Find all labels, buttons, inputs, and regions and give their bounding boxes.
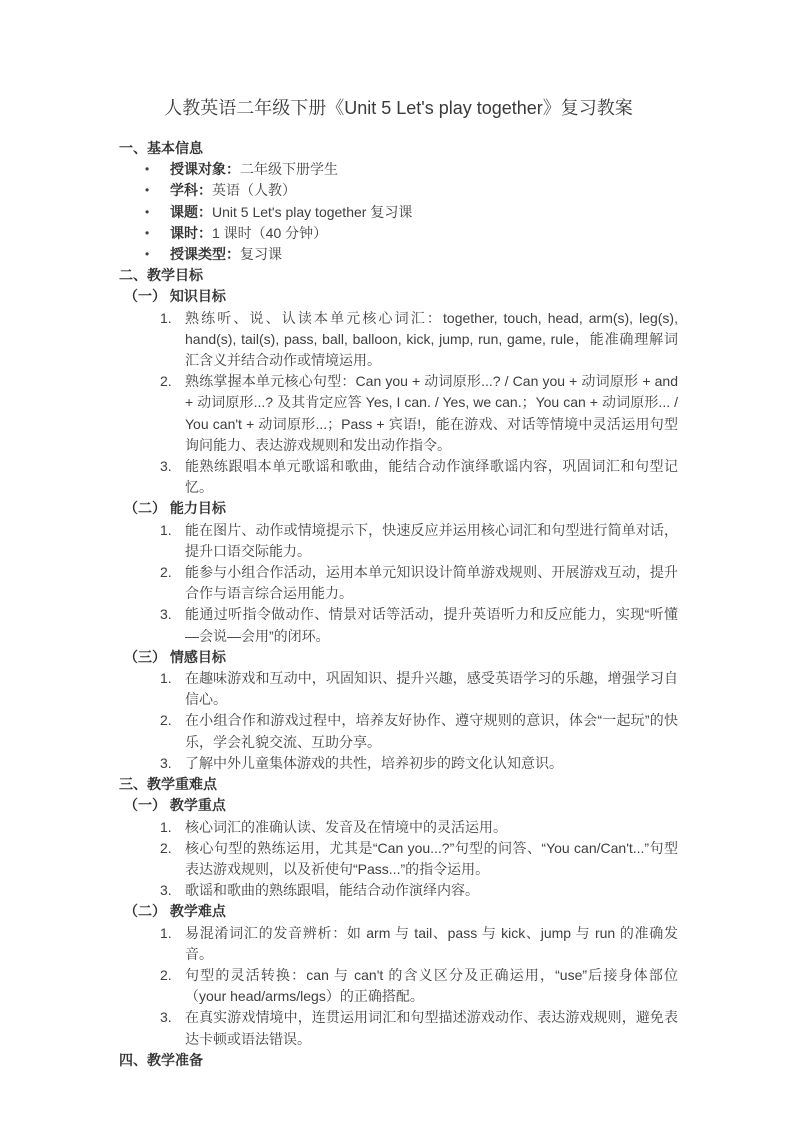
list-item — [119, 562, 678, 604]
list-item — [119, 520, 678, 562]
list-item-text: 能在图片、动作或情境提示下，快速反应并运用核心词汇和句型进行简单对话，提升口语交际能力。 — [185, 521, 678, 559]
list-item — [119, 710, 678, 752]
bullet-value: 二年级下册学生 — [240, 161, 338, 178]
subsection-heading-ability-goals: （二） 能力目标 — [124, 500, 226, 517]
list-item-number: 3. — [160, 458, 172, 475]
list-item — [119, 753, 678, 774]
list-item-number: 3. — [160, 882, 172, 899]
list-item-number: 2. — [160, 966, 172, 983]
bullet-item-periods — [119, 223, 678, 244]
list-item-text: 能通过听指令做动作、情景对话等活动，提升英语听力和反应能力，实现“听懂—会说—会用”的闭环。 — [185, 606, 678, 644]
bullet-item-subject — [119, 180, 678, 201]
list-item-number: 1. — [160, 818, 172, 835]
list-item-number: 2. — [160, 839, 172, 856]
section-heading-preparation: 四、教学准备 — [119, 1051, 203, 1068]
list-item-text: 核心句型的熟练运用，尤其是“Can you...?”句型的问答、“You can/Can't...”句型表达游戏规则，以及祈使句“Pass...”的指令运用。 — [185, 839, 678, 877]
list-item-text: 在小组合作和游戏过程中，培养友好协作、遵守规则的意识，体会“一起玩”的快乐，学会礼貌交流、互助分享。 — [185, 712, 678, 750]
subsection-heading-emotion-goals: （三） 情感目标 — [124, 648, 226, 665]
list-item-number: 1. — [160, 521, 172, 538]
list-item-text: 在真实游戏情境中，连贯运用词汇和句型描述游戏动作、表达游戏规则，避免表达卡顿或语法错误。 — [185, 1009, 678, 1047]
list-item-number: 2. — [160, 373, 172, 390]
bullet-icon: • — [145, 247, 150, 262]
list-item-text: 熟练听、说、认读本单元核心词汇：together, touch, head, arm(s), leg(s), hand(s), tail(s), pass, ball, balloon, kick, jump, run, game, rule，能准确理解词汇含义并结合动作或情境运用。 — [185, 309, 678, 369]
list-item-text: 能熟练跟唱本单元歌谣和歌曲，能结合动作演绎歌谣内容，巩固词汇和句型记忆。 — [185, 458, 678, 496]
list-item-number: 3. — [160, 606, 172, 623]
list-item — [119, 923, 678, 965]
bullet-item-topic — [119, 202, 678, 223]
section-heading-key-difficult-points: 三、教学重难点 — [119, 776, 217, 793]
list-item — [119, 965, 678, 1007]
bullet-label: 授课类型： — [170, 246, 240, 263]
list-item — [119, 817, 678, 838]
list-item-text: 熟练掌握本单元核心句型：Can you + 动词原形...? / Can you + 动词原形 + and + 动词原形...? 及其肯定应答 Yes, I can. / Yes, we can.；You can + 动词原形... / You can't + 动词原形...；Pass + 宾语!，能在游戏、对话等情境中灵活运用句型询问能力、表达游戏规则和发出动作指令。 — [185, 373, 678, 453]
list-item-number: 1. — [160, 924, 172, 941]
list-item — [119, 604, 678, 646]
section-heading-basic-info: 一、基本信息 — [119, 140, 203, 156]
subsection-heading-knowledge-goals: （一） 知识目标 — [124, 288, 226, 305]
list-item-number: 3. — [160, 1009, 172, 1026]
list-item-text: 能参与小组合作活动，运用本单元知识设计简单游戏规则、开展游戏互动，提升合作与语言综合运用能力。 — [185, 564, 678, 602]
bullet-icon: • — [145, 225, 150, 240]
bullet-value: 1 课时（40 分钟） — [212, 224, 328, 241]
bullet-value: 英语（人教） — [212, 182, 296, 199]
list-item-number: 3. — [160, 754, 172, 771]
bullet-value: Unit 5 Let's play together 复习课 — [212, 203, 413, 220]
bullet-item-lesson-type — [119, 244, 678, 265]
subsection-heading-difficult-points: （二） 教学难点 — [124, 903, 226, 920]
bullet-icon: • — [145, 162, 150, 177]
bullet-item-target-students — [119, 159, 678, 180]
list-item-text: 歌谣和歌曲的熟练跟唱，能结合动作演绎内容。 — [185, 882, 479, 899]
list-item-number: 1. — [160, 309, 172, 326]
bullet-label: 授课对象： — [170, 161, 240, 178]
list-item-text: 在趣味游戏和互动中，巩固知识、提升兴趣，感受英语学习的乐趣，增强学习自信心。 — [185, 670, 678, 708]
bullet-icon: • — [145, 183, 150, 198]
list-item — [119, 456, 678, 498]
list-item-text: 句型的灵活转换：can 与 can't 的含义区分及正确运用，“use”后接身体部位（your head/arms/legs）的正确搭配。 — [185, 966, 678, 1005]
list-item — [119, 880, 678, 901]
list-item-number: 2. — [160, 564, 172, 581]
list-item-number: 1. — [160, 670, 172, 687]
bullet-label: 课题： — [170, 203, 212, 220]
list-item-number: 2. — [160, 712, 172, 729]
bullet-label: 课时： — [170, 224, 212, 241]
list-item — [119, 371, 678, 456]
bullet-icon: • — [145, 204, 150, 219]
section-heading-teaching-goals: 二、教学目标 — [119, 267, 203, 284]
bullet-label: 学科： — [170, 182, 212, 199]
subsection-heading-key-points: （一） 教学重点 — [124, 797, 226, 814]
list-item — [119, 838, 678, 880]
list-item-text: 核心词汇的准确认读、发音及在情境中的灵活运用。 — [185, 818, 507, 835]
list-item — [119, 1007, 678, 1049]
bullet-value: 复习课 — [240, 246, 282, 263]
list-item — [119, 668, 678, 710]
list-item-text: 了解中外儿童集体游戏的共性，培养初步的跨文化认知意识。 — [185, 754, 563, 771]
list-item — [119, 308, 678, 372]
doc-title: 人教英语二年级下册《Unit 5 Let's play together》复习教案 — [164, 98, 633, 118]
list-item-text: 易混淆词汇的发音辨析：如 arm 与 tail、pass 与 kick、jump 与 run 的准确发音。 — [185, 924, 678, 962]
